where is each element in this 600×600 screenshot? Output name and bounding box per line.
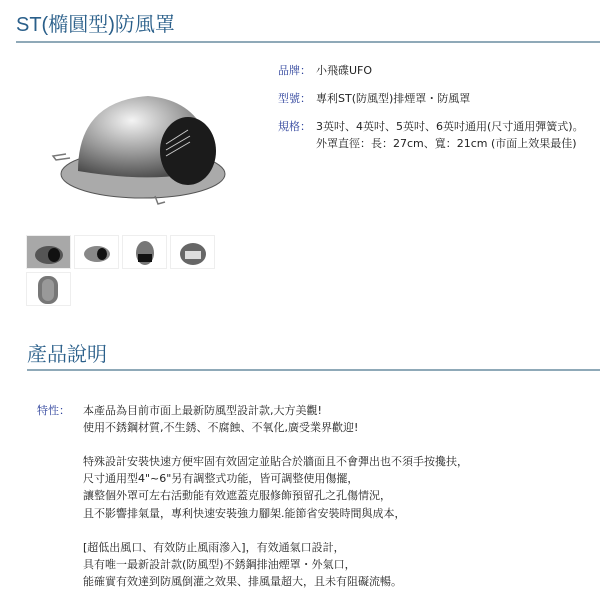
- thumbnail-3[interactable]: [122, 235, 167, 269]
- features-text: [83, 402, 468, 590]
- thumbnail-2[interactable]: [74, 235, 119, 269]
- feature-line: [83, 522, 468, 539]
- feature-line: 讓整個外罩可左右活動能有效遮蓋克服修飾預留孔之孔傷情況，: [83, 489, 391, 503]
- title-divider: [16, 41, 600, 43]
- feature-line: 能確實有效達到防風倒灌之效果、排風量超大，且未有阻礙流暢。: [83, 574, 402, 588]
- thumbnail-1[interactable]: [26, 235, 71, 269]
- spec-size: [278, 118, 584, 152]
- spec-label: 品牌：: [278, 64, 311, 77]
- feature-line: 特殊設計安裝快速方便牢固有效固定並貼合於牆面且不會彈出也不須手按攙扶，: [83, 455, 468, 469]
- spec-value: 外罩直徑：長：27cm、寬：21cm (市面上效果最佳): [316, 137, 577, 150]
- feature-line: 且不影響排氣量，專利快速安裝強力腳架.能節省安裝時間與成本，: [83, 506, 406, 520]
- spec-label: 規格：: [278, 120, 311, 133]
- thumbnail-5[interactable]: [26, 272, 71, 306]
- features-label: 特性：: [37, 404, 70, 417]
- feature-line: [83, 436, 468, 453]
- feature-line: 使用不銹鋼材質,不生銹、不腐蝕、不氧化,廣受業界歡迎!: [83, 421, 359, 435]
- spec-value: 3英吋、4英吋、5英吋、6英吋通用(尺寸通用彈簧式)。: [316, 120, 584, 133]
- spec-label: 型號：: [278, 92, 311, 105]
- spec-value: 小飛碟UFO: [316, 64, 373, 77]
- feature-line: 本產品為目前市面上最新防風型設計款,大方美觀!: [83, 404, 322, 417]
- thumbnail-4[interactable]: [170, 235, 215, 269]
- product-main-image[interactable]: [48, 86, 228, 206]
- page-title: ST(橢圓型)防風罩: [16, 14, 175, 36]
- spec-value: 專利ST(防風型)排煙罩・防風罩: [316, 92, 471, 105]
- section-divider: [27, 369, 600, 371]
- spec-brand: [278, 62, 372, 79]
- section-title: 產品說明: [27, 342, 107, 366]
- feature-line: [超低出風口、有效防止風雨滲入]，有效通氣口設計，: [83, 540, 345, 554]
- spec-model: [278, 90, 470, 107]
- feature-line: 具有唯一最新設計款(防風型)不銹鋼排油煙罩・外氣口，: [83, 557, 356, 571]
- feature-line: 尺寸通用型4"~6"另有調整式功能，皆可調整使用傷擺，: [83, 472, 359, 486]
